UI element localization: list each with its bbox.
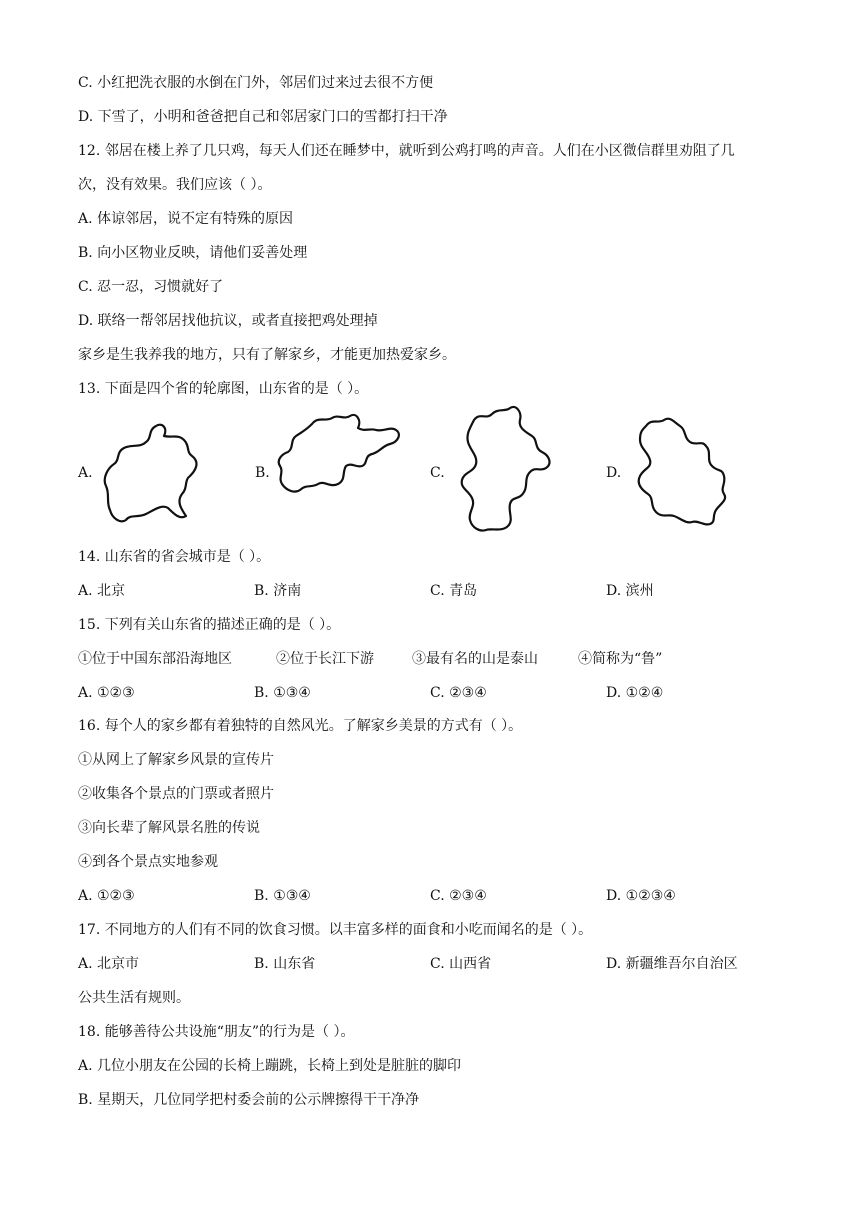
- map-outline-b: [272, 406, 408, 502]
- q16-option-a: A. ①②③: [78, 888, 135, 904]
- q16-item-4: ④到各个景点实地参观: [78, 854, 218, 870]
- q12-option-b: B. 向小区物业反映，请他们妥善处理: [78, 245, 308, 261]
- map-outline-a: [98, 418, 208, 530]
- q17-stem: 17. 不同地方的人们有不同的饮食习惯。以丰富多样的面食和小吃而闻名的是（ ）。: [78, 922, 593, 938]
- q16-option-d: D. ①②③④: [606, 888, 676, 904]
- q16-stem: 16. 每个人的家乡都有着独特的自然风光。了解家乡美景的方式有（ ）。: [78, 718, 523, 734]
- q12-stem-line1: 12. 邻居在楼上养了几只鸡，每天人们还在睡梦中，就听到公鸡打鸣的声音。人们在小区微信群里劝阻了几: [78, 143, 735, 159]
- q14-stem: 14. 山东省的省会城市是（ ）。: [78, 549, 271, 565]
- q15-option-d: D. ①②④: [606, 685, 664, 701]
- q16-item-1: ①从网上了解家乡风景的宣传片: [78, 752, 274, 768]
- q18-stem: 18. 能够善待公共设施“朋友”的行为是（ ）。: [78, 1024, 355, 1040]
- q18-option-a: A. 几位小朋友在公园的长椅上蹦跳，长椅上到处是脏脏的脚印: [78, 1058, 462, 1074]
- q15-option-b: B. ①③④: [254, 685, 311, 701]
- q12-option-a: A. 体谅邻居，说不定有特殊的原因: [78, 211, 294, 227]
- q13-label-a: A.: [78, 465, 93, 481]
- q11-option-c: C. 小红把洗衣服的水倒在门外，邻居们过来过去很不方便: [78, 75, 434, 91]
- q15-statement-4: ④简称为“鲁”: [578, 651, 663, 667]
- q15-statement-1: ①位于中国东部沿海地区: [78, 651, 232, 667]
- q13-label-b: B.: [255, 465, 270, 481]
- q12-option-c: C. 忍一忍，习惯就好了: [78, 279, 224, 295]
- q13-stem: 13. 下面是四个省的轮廓图，山东省的是（ ）。: [78, 381, 369, 397]
- q17-option-b: B. 山东省: [254, 956, 316, 972]
- q15-option-c: C. ②③④: [430, 685, 487, 701]
- q12-option-d: D. 联络一帮邻居找他抗议，或者直接把鸡处理掉: [78, 313, 378, 329]
- map-outline-d: [628, 410, 740, 534]
- q13-label-d: D.: [606, 465, 622, 481]
- q17-option-c: C. 山西省: [430, 956, 492, 972]
- q13-label-c: C.: [430, 465, 445, 481]
- q14-option-d: D. 滨州: [606, 583, 654, 599]
- q12-stem-line2: 次，没有效果。我们应该（ ）。: [78, 177, 272, 193]
- q18-option-b: B. 星期天，几位同学把村委会前的公示牌擦得干干净净: [78, 1092, 420, 1108]
- q17-option-d: D. 新疆维吾尔自治区: [606, 956, 738, 972]
- q14-option-a: A. 北京: [78, 583, 126, 599]
- section-intro-public-rules: 公共生活有规则。: [78, 990, 190, 1006]
- q16-option-b: B. ①③④: [254, 888, 311, 904]
- q17-option-a: A. 北京市: [78, 956, 140, 972]
- q16-item-2: ②收集各个景点的门票或者照片: [78, 786, 274, 802]
- q14-option-c: C. 青岛: [430, 583, 478, 599]
- q15-stem: 15. 下列有关山东省的描述正确的是（ ）。: [78, 617, 341, 633]
- q15-statement-2: ②位于长江下游: [276, 651, 374, 667]
- map-outline-c: [452, 402, 562, 534]
- q16-option-c: C. ②③④: [430, 888, 487, 904]
- q11-option-d: D. 下雪了，小明和爸爸把自己和邻居家门口的雪都打扫干净: [78, 109, 448, 125]
- q15-statement-3: ③最有名的山是泰山: [412, 651, 538, 667]
- q15-option-a: A. ①②③: [78, 685, 135, 701]
- q16-item-3: ③向长辈了解风景名胜的传说: [78, 820, 260, 836]
- section-intro-hometown: 家乡是生我养我的地方，只有了解家乡，才能更加热爱家乡。: [78, 347, 456, 363]
- q14-option-b: B. 济南: [254, 583, 302, 599]
